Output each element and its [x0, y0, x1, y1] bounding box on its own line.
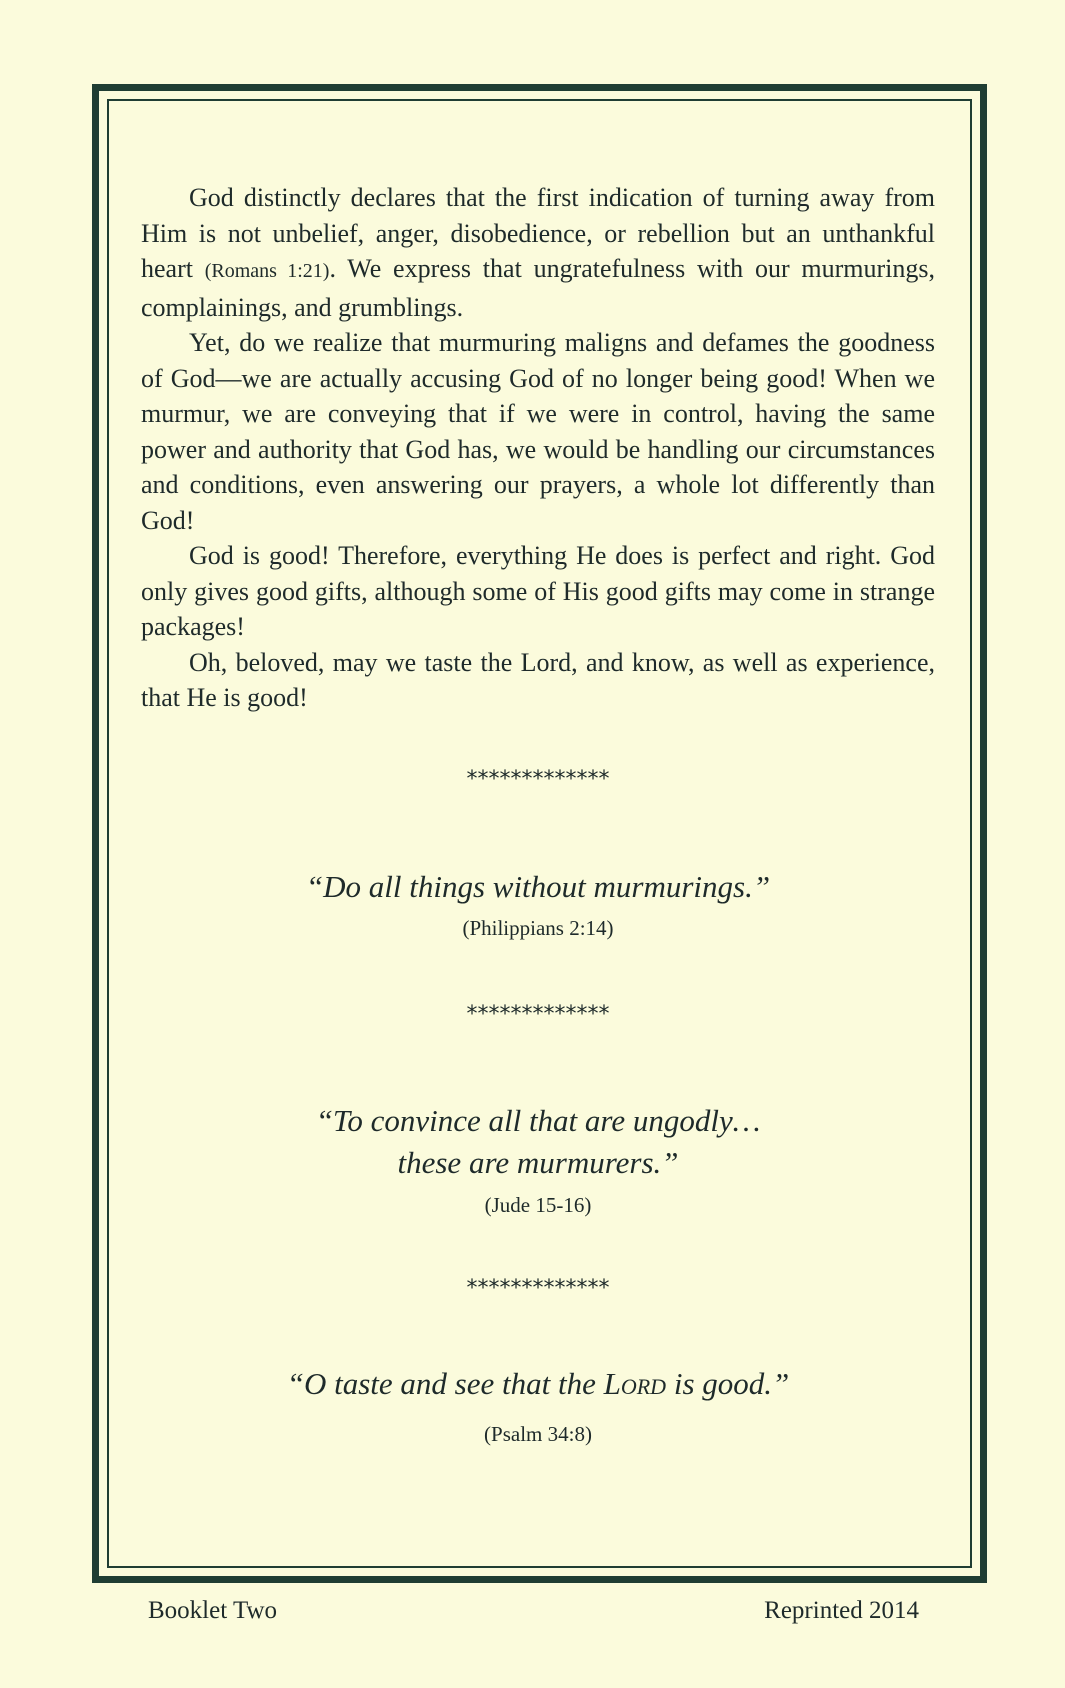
paragraph-3: God is good! Therefore, everything He does is perfect and right. God only gives good gifts, although some of His good gifts may come in strange packages!: [141, 541, 935, 641]
quote-1-citation: (Philippians 2:14): [462, 916, 614, 940]
paragraph-1-text: God distinctly declares that the first indication of turning away from Him is not unbelief, anger, disobedience, or rebellion but an unthankful heart: [141, 183, 935, 283]
body-text: [141, 180, 935, 716]
quote-1: “Do all things without murmurings.”: [305, 869, 771, 904]
separator-1: *************: [466, 767, 610, 792]
quote-2-line-2: these are murmurers.”: [397, 1145, 679, 1180]
quote-2-line-1: “To convince all that are ungodly…: [315, 1103, 761, 1138]
quote-3-citation: (Psalm 34:8): [484, 1422, 592, 1446]
quote-3-text-end: is good.”: [666, 1366, 790, 1401]
paragraph-4: Oh, beloved, may we taste the Lord, and know, as well as experience, that He is good!: [141, 647, 935, 712]
footer-booklet-label: Booklet Two: [148, 1597, 278, 1624]
scripture-reference: (Romans 1:21): [204, 260, 330, 282]
footer-reprint-label: Reprinted 2014: [764, 1597, 919, 1624]
quote-3-lord: Lord: [603, 1366, 667, 1401]
paragraph-1-text-end: . We express that ungratefulness with our murmurings, complainings, and grumblings.: [141, 254, 935, 322]
quote-2-citation: (Jude 15-16): [484, 1193, 592, 1217]
paragraph-1: [141, 180, 935, 325]
quote-3: [141, 1363, 935, 1405]
separator-3: *************: [466, 1276, 610, 1301]
paragraph-2: Yet, do we realize that murmuring maligns and defames the goodness of God—we are actually accusing God of no longer being good! When we murmur, we are conveying that if we were in control, having the same power and authority that God has, we would be handling our circumstances and conditions, even answering our prayers, a whole lot differently than God!: [141, 328, 935, 535]
separator-2: *************: [466, 1002, 610, 1027]
quote-3-text: “O taste and see that the: [286, 1366, 604, 1401]
